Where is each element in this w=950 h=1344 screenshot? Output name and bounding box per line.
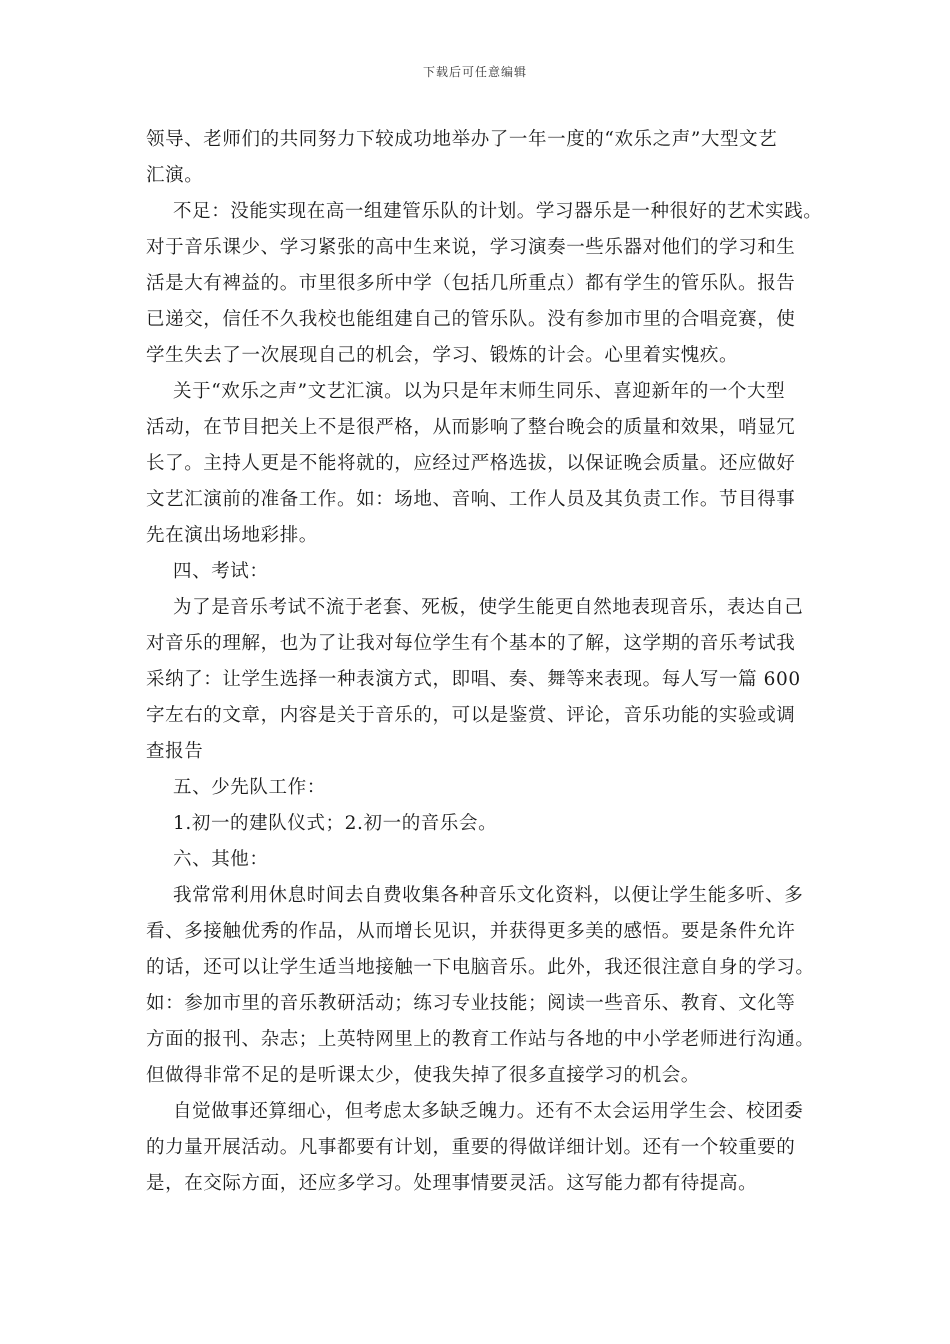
text-line: 关于“欢乐之声”文艺汇演。以为只是年末师生同乐、喜迎新年的一个大型 (173, 381, 786, 402)
text-line: 长了。主持人更是不能将就的，应经过严格选拔，以保证晚会质量。还应做好 (146, 453, 796, 474)
text-line: 五、少先队工作： (173, 777, 326, 798)
text-line: 对于音乐课少、学习紧张的高中生来说，学习演奏一些乐器对他们的学习和生 (146, 237, 796, 258)
text-line: 已递交，信任不久我校也能组建自己的管乐队。没有参加市里的合唱竞赛，使 (146, 309, 796, 330)
text-line: 文艺汇演前的准备工作。如：场地、音响、工作人员及其负责工作。节目得事 (146, 489, 796, 510)
text-line: 查报告 (146, 741, 204, 762)
text-line: 字左右的文章，内容是关于音乐的，可以是鉴赏、评论，音乐功能的实验或调 (146, 705, 796, 726)
text-line: 为了是音乐考试不流于老套、死板，使学生能更自然地表现音乐，表达自己 (173, 597, 804, 618)
text-line: 不足：没能实现在高一组建管乐队的计划。学习器乐是一种很好的艺术实践。 (173, 201, 823, 222)
text-line: 领导、老师们的共同努力下较成功地举办了一年一度的“欢乐之声”大型文艺 (146, 129, 778, 150)
text-line: 汇演。 (146, 165, 204, 186)
text-line: 四、考试： (173, 561, 269, 582)
text-line: 先在演出场地彩排。 (146, 525, 318, 546)
text-line: 1.初一的建队仪式；2.初一的音乐会。 (173, 813, 498, 834)
text-line: 活是大有裨益的。市里很多所中学（包括几所重点）都有学生的管乐队。报告 (146, 273, 796, 294)
text-line: 方面的报刊、杂志；上英特网里上的教育工作站与各地的中小学老师进行沟通。 (146, 1029, 815, 1050)
text-line: 我常常利用休息时间去自费收集各种音乐文化资料，以便让学生能多听、多 (173, 885, 804, 906)
text-line: 采纳了：让学生选择一种表演方式，即唱、奏、舞等来表现。每人写一篇 600 (146, 669, 801, 690)
page-header: 下载后可任意编辑 (422, 65, 527, 79)
text-line: 的话，还可以让学生适当地接触一下电脑音乐。此外，我还很注意自身的学习。 (146, 957, 815, 978)
text-line: 六、其他： (173, 849, 269, 870)
text-line: 对音乐的理解，也为了让我对每位学生有个基本的了解，这学期的音乐考试我 (146, 633, 796, 654)
text-line: 的力量开展活动。凡事都要有计划，重要的得做详细计划。还有一个较重要的 (146, 1137, 796, 1158)
text-line: 但做得非常不足的是听课太少，使我失掉了很多直接学习的机会。 (146, 1065, 700, 1086)
text-line: 看、多接触优秀的作品，从而增长见识，并获得更多美的感悟。要是条件允许 (146, 921, 796, 942)
text-line: 是，在交际方面，还应多学习。处理事情要灵活。这写能力都有待提高。 (146, 1173, 758, 1194)
text-line: 如：参加市里的音乐教研活动；练习专业技能；阅读一些音乐、教育、文化等 (146, 993, 796, 1014)
document-body (146, 122, 823, 1202)
text-line: 活动，在节目把关上不是很严格，从而影响了整台晚会的质量和效果，哨显冗 (146, 417, 796, 438)
text-line: 学生失去了一次展现自己的机会，学习、锻炼的计会。心里着实愧疚。 (146, 345, 739, 366)
text-line: 自觉做事还算细心，但考虑太多缺乏魄力。还有不太会运用学生会、校团委 (173, 1101, 804, 1122)
